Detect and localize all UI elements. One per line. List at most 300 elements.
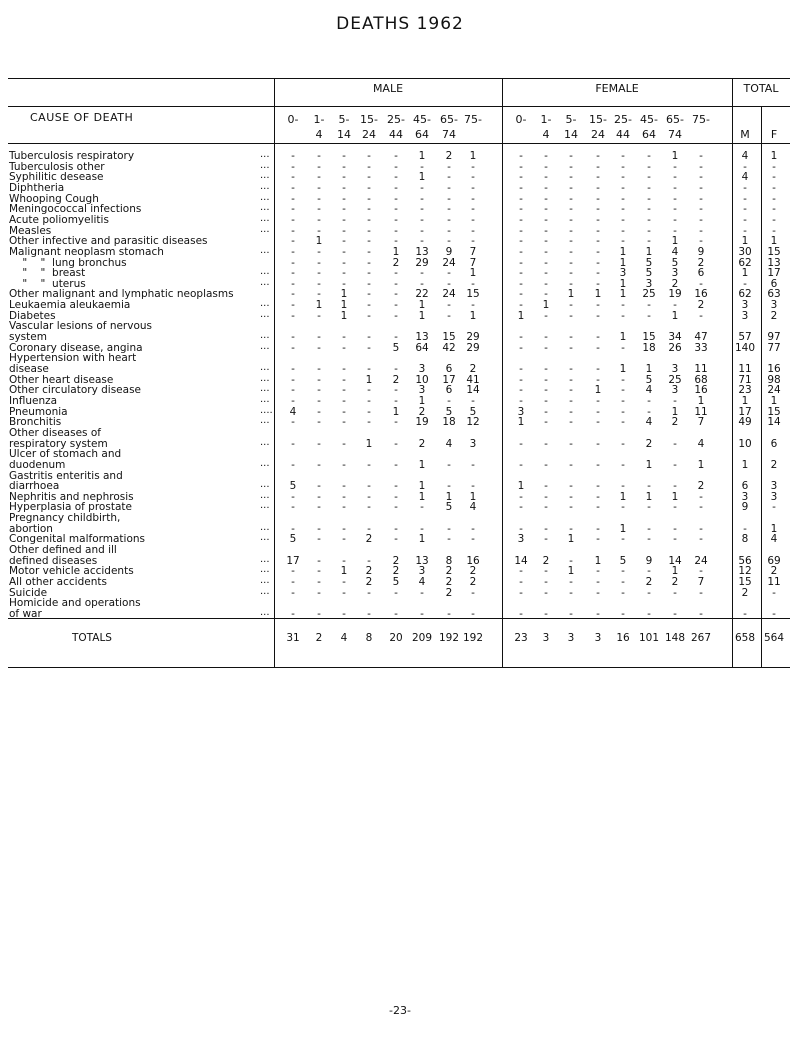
male-count: 1 [340,299,348,312]
male-count: - [367,224,371,237]
female-count: 9 [645,554,653,567]
male-count: 1 [418,480,426,493]
female-age-header: 5- [565,113,577,126]
female-count: 16 [694,384,708,397]
male-count: 29 [466,331,480,344]
female-count: - [544,192,548,205]
table-row [8,608,790,622]
total-male: 56 [738,554,752,567]
female-count: - [596,480,600,493]
female-count: - [596,235,600,248]
female-count: - [596,256,600,269]
female-count: - [596,533,600,546]
female-count: 19 [668,288,682,301]
male-count: - [317,150,321,162]
male-count: - [471,181,475,194]
female-count: 2 [697,299,705,312]
male-count: - [420,522,424,535]
male-age-header: 1- [313,113,325,126]
male-count: - [471,299,475,312]
female-count: 3 [517,405,525,418]
female-count: - [569,607,573,620]
male-count: - [342,437,346,450]
male-count: - [317,394,321,407]
male-count: - [447,181,451,194]
female-count: - [569,373,573,386]
male-count: - [291,224,295,237]
male-count: 2 [418,437,426,450]
male-count: - [317,213,321,226]
total-male: 8 [741,533,749,546]
male-count: - [367,192,371,205]
male-count: 6 [445,384,453,397]
male-count: - [447,213,451,226]
male-count: - [447,299,451,312]
female-count: 2 [542,554,550,567]
total-male: 10 [738,437,752,450]
male-count: - [367,213,371,226]
female-count: - [673,299,677,312]
female-count: - [596,213,600,226]
female-count: - [621,458,625,471]
male-count: - [291,235,295,248]
female-count: - [569,437,573,450]
total-female: 13 [767,256,781,269]
total-male: 9 [741,501,749,514]
male-count: - [342,341,346,354]
total-male: 11 [738,363,752,375]
male-count: 2 [392,256,400,269]
male-count: 2 [365,576,373,588]
male-count: 64 [415,341,429,354]
total-female: 63 [767,288,781,301]
female-count: - [621,235,625,248]
female-count: 1 [619,245,627,258]
female-count: 1 [619,288,627,301]
female-age-header: 74 [668,128,682,141]
leader-dots: ... [260,532,270,544]
female-count: - [544,458,548,471]
male-count: 1 [315,299,323,312]
male-count: - [342,384,346,397]
female-count: - [569,501,573,514]
female-count: - [569,554,573,567]
female-count: - [569,480,573,493]
female-count: - [621,565,625,578]
male-count: - [471,203,475,216]
female-count: - [699,150,703,162]
total-female: 97 [767,331,781,344]
female-count: - [569,192,573,205]
male-count: 13 [415,554,429,567]
leader-dots: ... [260,553,270,565]
female-total: 3 [542,632,550,644]
female-count: 7 [697,576,705,588]
male-count: - [342,586,346,599]
female-count: 1 [645,458,653,471]
cause-label: Whooping Cough [9,192,99,205]
female-count: - [647,607,651,620]
female-count: - [519,150,523,162]
female-age-header: 15- [589,113,607,126]
male-count: - [291,192,295,205]
female-count: - [673,480,677,493]
male-count: - [317,416,321,429]
male-count: 1 [418,490,426,503]
male-count: 5 [445,405,453,418]
totals-label: TOTALS [72,632,112,644]
male-count: - [447,607,451,620]
total-female: 1 [770,235,778,248]
leader-dots: ... [260,170,270,182]
female-age-header: 65- [666,113,684,126]
male-count: - [342,607,346,620]
female-count: - [544,480,548,493]
table-bottom-rule [8,667,790,668]
leader-dots: ... [260,489,270,501]
female-count: - [673,171,677,184]
female-count: - [673,607,677,620]
cause-label: Measles [9,224,52,237]
female-count: - [699,203,703,216]
female-count: 5 [645,267,653,280]
total-male: - [743,277,747,290]
leader-dots: ... [260,202,270,214]
male-count: - [471,224,475,237]
male-count: - [317,490,321,503]
female-count: - [673,522,677,535]
female-count: 1 [517,309,525,322]
female-count: 1 [517,416,525,429]
male-count: - [342,394,346,407]
female-count: - [544,171,548,184]
female-count: - [673,458,677,471]
female-count: - [673,203,677,216]
header-rule [8,106,790,107]
male-count: - [471,235,475,248]
total-male: 1 [741,267,749,280]
male-count: 5 [289,480,297,493]
female-total: 23 [514,632,528,644]
male-count: - [394,235,398,248]
total-male: 71 [738,373,752,386]
male-count: 2 [445,586,453,599]
leader-dots: ... [260,383,270,395]
cause-label: Other diseases of [9,426,101,439]
male-count: - [342,501,346,514]
male-total: 209 [411,632,433,644]
total-male: - [743,607,747,620]
female-count: - [596,576,600,588]
female-count: - [569,331,573,344]
female-count: - [596,405,600,418]
total-female: - [772,192,776,205]
female-count: - [621,192,625,205]
male-count: 12 [466,416,480,429]
male-count: - [447,522,451,535]
cause-label: abortion [9,522,53,535]
cause-label: " " breast [9,267,86,280]
male-count: - [367,522,371,535]
male-count: - [394,267,398,280]
female-count: - [621,160,625,173]
female-count: - [596,267,600,280]
female-count: 2 [671,576,679,588]
female-count: - [647,160,651,173]
female-count: - [544,277,548,290]
total-female: 6 [770,277,778,290]
male-count: - [471,458,475,471]
female-count: - [569,384,573,397]
female-age-header: 25- [614,113,632,126]
male-count: - [420,501,424,514]
female-count: - [596,373,600,386]
female-count: - [673,192,677,205]
leader-dots: ... [260,500,270,512]
female-count: - [519,245,523,258]
cause-label: Tuberculosis other [9,160,105,173]
leader-dots: ... [260,457,270,469]
total-female: 1 [770,394,778,407]
female-count: - [519,437,523,450]
male-count: - [291,522,295,535]
female-count: - [647,213,651,226]
female-count: - [519,224,523,237]
leader-dots: ... [260,575,270,586]
leader-dots: ... [260,180,270,192]
male-count: 1 [418,394,426,407]
male-count: - [420,267,424,280]
female-count: - [596,192,600,205]
female-count: - [621,224,625,237]
male-count: 10 [415,373,429,386]
cause-label: Syphilitic desease [9,171,104,184]
total-female: - [772,607,776,620]
female-count: 1 [697,458,705,471]
total-female: 15 [767,245,781,258]
male-count: - [317,437,321,450]
female-count: 34 [668,331,682,344]
female-count: 4 [645,416,653,429]
male-count: 5 [392,576,400,588]
female-count: - [519,394,523,407]
total-male: - [743,181,747,194]
male-age-header: 24 [362,128,376,141]
female-count: - [673,224,677,237]
male-count: - [394,480,398,493]
female-count: 1 [671,565,679,578]
male-count: - [291,384,295,397]
leader-dots: ... [260,308,270,320]
male-count: - [394,607,398,620]
male-count: - [367,490,371,503]
male-count: - [420,586,424,599]
male-count: - [394,490,398,503]
total-male: - [743,522,747,535]
male-count: 1 [418,458,426,471]
leader-dots: ... [260,212,270,224]
female-count: - [544,181,548,194]
cause-label: Other malignant and lymphatic neoplasms [9,288,234,301]
female-count: 1 [619,490,627,503]
male-count: - [291,309,295,322]
female-count: - [569,522,573,535]
female-count: - [544,565,548,578]
female-count: - [569,363,573,375]
male-count: - [394,224,398,237]
male-count: 17 [286,554,300,567]
female-count: 1 [645,245,653,258]
male-count: - [342,245,346,258]
leader-dots: ... [260,436,270,448]
male-count: - [394,437,398,450]
male-count: - [447,267,451,280]
female-count: - [569,160,573,173]
male-count: - [342,256,346,269]
male-count: 2 [445,576,453,588]
female-count: - [544,235,548,248]
male-count: 1 [469,490,477,503]
male-count: - [447,224,451,237]
female-count: - [647,309,651,322]
female-count: 1 [697,394,705,407]
male-count: - [471,533,475,546]
female-total: 267 [690,632,712,644]
total-female: - [772,586,776,599]
male-count: - [291,277,295,290]
female-count: - [647,171,651,184]
cause-label: Other defined and ill [9,544,117,557]
male-count: 19 [415,416,429,429]
total-female: 16 [767,363,781,375]
cause-label: Gastritis enteritis and [9,469,123,482]
female-count: - [647,235,651,248]
male-count: - [342,213,346,226]
male-age-header: 44 [389,128,403,141]
female-age-header: 64 [642,128,656,141]
male-count: 1 [469,309,477,322]
cause-label: Motor vehicle accidents [9,565,134,578]
female-count: - [647,181,651,194]
male-count: 5 [392,341,400,354]
male-count: - [342,554,346,567]
male-total: 192 [438,632,460,644]
male-count: - [342,533,346,546]
total-female: 2 [770,458,778,471]
total-female: - [772,213,776,226]
male-count: - [342,373,346,386]
male-count: 5 [445,501,453,514]
male-count: - [367,586,371,599]
female-count: - [621,384,625,397]
male-count: - [471,480,475,493]
cause-label: " " uterus [9,277,86,290]
female-count: - [569,171,573,184]
male-count: 2 [445,565,453,578]
male-total: 2 [315,632,323,644]
male-count: 42 [442,341,456,354]
male-count: - [317,288,321,301]
male-count: 7 [469,245,477,258]
female-count: - [621,213,625,226]
female-count: 1 [671,405,679,418]
female-count: - [621,586,625,599]
male-age-header: 75- [464,113,482,126]
total-female: 2 [770,565,778,578]
female-count: - [544,576,548,588]
male-count: 1 [365,373,373,386]
female-count: - [544,607,548,620]
female-count: - [544,150,548,162]
male-count: - [317,522,321,535]
male-count: - [471,394,475,407]
female-count: 11 [694,405,708,418]
female-count: - [647,394,651,407]
male-count: - [447,458,451,471]
female-count: 5 [671,256,679,269]
male-count: - [342,192,346,205]
female-count: - [621,181,625,194]
male-count: - [367,267,371,280]
female-count: - [569,224,573,237]
female-count: - [596,363,600,375]
male-count: - [367,256,371,269]
cause-label: of war [9,607,42,620]
male-count: - [291,288,295,301]
male-count: - [342,150,346,162]
male-count: - [367,288,371,301]
female-count: - [519,288,523,301]
female-count: - [569,394,573,407]
female-count: 1 [671,490,679,503]
female-count: - [699,533,703,546]
female-count: - [569,341,573,354]
total-male: 17 [738,405,752,418]
male-count: - [317,341,321,354]
male-count: 2 [469,576,477,588]
female-count: 3 [517,533,525,546]
female-count: 9 [697,245,705,258]
male-count: - [291,576,295,588]
total-female: - [772,501,776,514]
female-count: - [621,576,625,588]
male-count: - [394,181,398,194]
male-count: 9 [445,245,453,258]
male-count: - [342,363,346,375]
male-count: - [447,533,451,546]
female-total: 101 [638,632,660,644]
total-female: 4 [770,533,778,546]
male-count: 2 [469,363,477,375]
male-count: 7 [469,256,477,269]
cause-label: Other circulatory disease [9,384,141,397]
female-total: 16 [616,632,630,644]
male-count: - [342,277,346,290]
female-count: - [699,224,703,237]
male-count: - [394,394,398,407]
female-count: - [699,160,703,173]
male-count: - [317,480,321,493]
female-age-header: 44 [616,128,630,141]
female-count: - [519,384,523,397]
female-count: - [621,203,625,216]
female-count: - [519,341,523,354]
male-count: 2 [365,565,373,578]
male-age-header: 15- [360,113,378,126]
male-count: 14 [466,384,480,397]
female-count: 33 [694,341,708,354]
female-count: - [673,437,677,450]
